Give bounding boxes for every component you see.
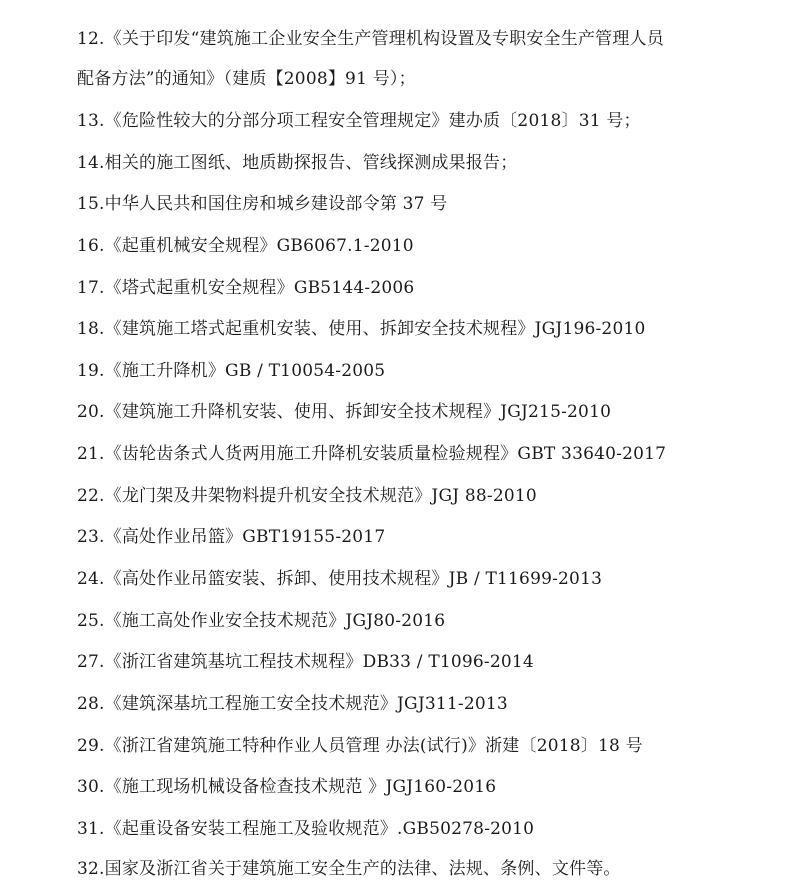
reference-line-28: 28.《建筑深基坑工程施工安全技术规范》JGJ311-2013	[77, 694, 508, 714]
reference-line-31: 31.《起重设备安装工程施工及验收规范》.GB50278-2010	[77, 819, 535, 839]
reference-line-23: 23.《高处作业吊篮》GBT19155-2017	[77, 527, 386, 547]
reference-line-16: 16.《起重机械安全规程》GB6067.1-2010	[77, 236, 414, 256]
reference-line-14: 14.相关的施工图纸、地质勘探报告、管线探测成果报告；	[77, 153, 518, 173]
reference-line-22: 22.《龙门架及井架物料提升机安全技术规范》JGJ 88-2010	[77, 486, 537, 506]
reference-line-18: 18.《建筑施工塔式起重机安装、使用、拆卸安全技术规程》JGJ196-2010	[77, 319, 646, 339]
reference-line-29: 29.《浙江省建筑施工特种作业人员管理 办法(试行)》浙建〔2018〕18 号	[77, 736, 643, 756]
reference-line-21: 21.《齿轮齿条式人货两用施工升降机安装质量检验规程》GBT 33640-2017	[77, 444, 667, 464]
reference-line-24: 24.《高处作业吊篮安装、拆卸、使用技术规程》JB / T11699-2013	[77, 569, 603, 589]
reference-line-13: 13.《危险性较大的分部分项工程安全管理规定》建办质〔2018〕31 号；	[77, 111, 641, 131]
reference-line-12-cont: 配备方法”的通知》（建质【2008】91 号）；	[77, 69, 416, 89]
reference-line-12: 12.《关于印发“建筑施工企业安全生产管理机构设置及专职安全生产管理人员	[77, 29, 664, 49]
reference-line-15: 15.中华人民共和国住房和城乡建设部令第 37 号	[77, 194, 448, 214]
reference-line-30: 30.《施工现场机械设备检查技术规范 》JGJ160-2016	[77, 777, 497, 797]
reference-line-32: 32.国家及浙江省关于建筑施工安全生产的法律、法规、条例、文件等。	[77, 859, 621, 879]
reference-line-20: 20.《建筑施工升降机安装、使用、拆卸安全技术规程》JGJ215-2010	[77, 402, 612, 422]
reference-line-25: 25.《施工高处作业安全技术规范》JGJ80-2016	[77, 611, 446, 631]
reference-line-19: 19.《施工升降机》GB / T10054-2005	[77, 361, 386, 381]
reference-line-27: 27.《浙江省建筑基坑工程技术规程》DB33 / T1096-2014	[77, 652, 534, 672]
reference-line-17: 17.《塔式起重机安全规程》GB5144-2006	[77, 278, 415, 298]
